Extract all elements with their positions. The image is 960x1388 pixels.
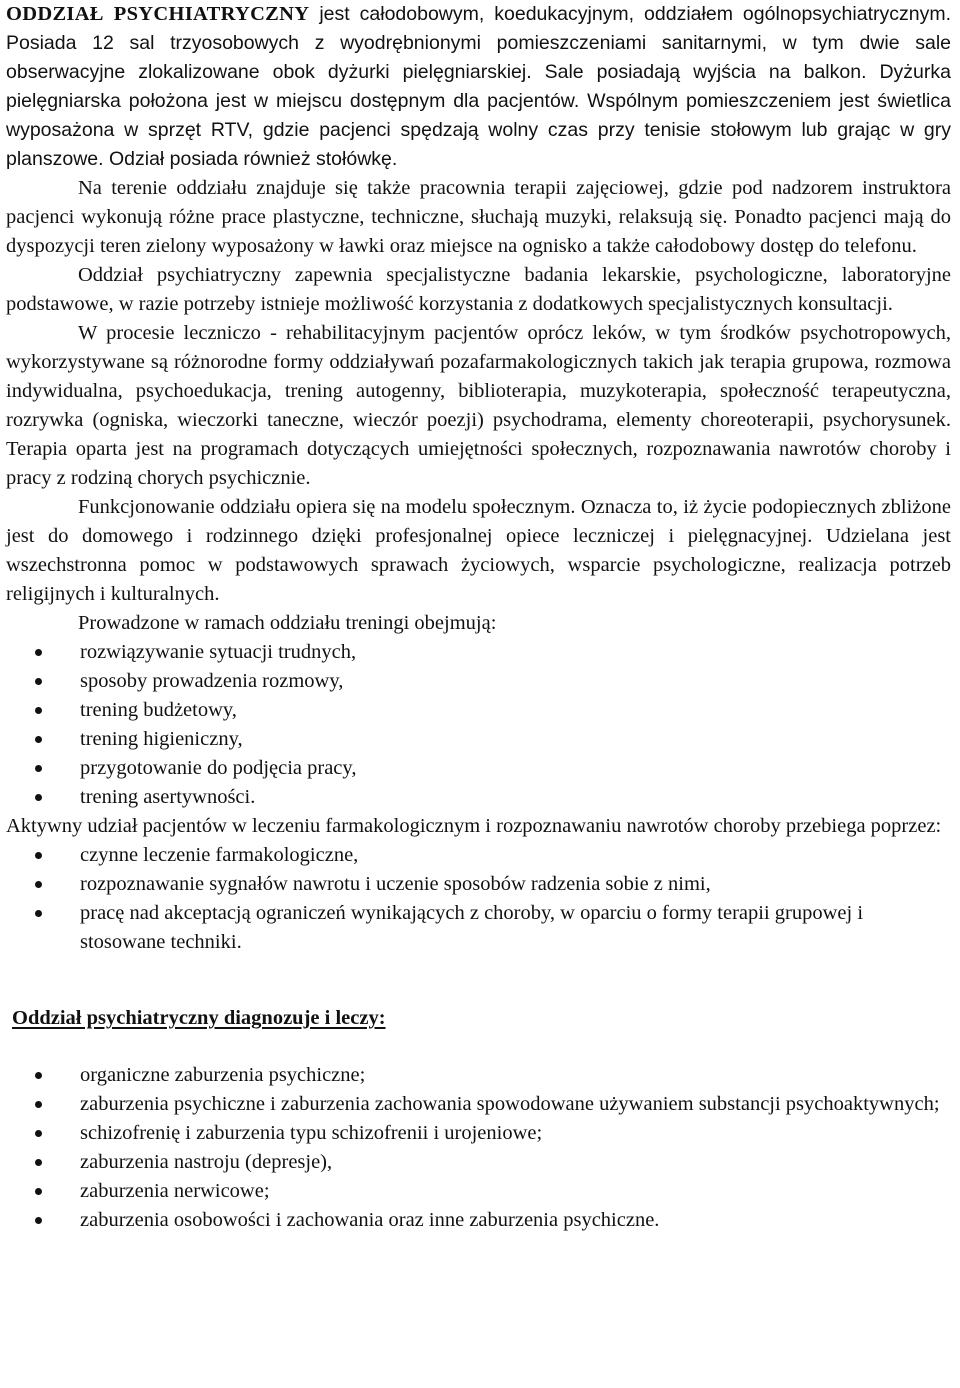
bullet-icon (35, 794, 42, 801)
list-item: schizofrenię i zaburzenia typu schizofrenii i urojeniowe; (6, 1119, 951, 1148)
therapy-programs-text: Terapia oparta jest na programach dotyczących umiejętności społecznych, rozpoznawania nawrotów choroby i pracy z rodziną chorych psychicznie. (6, 438, 951, 489)
bullet-icon (35, 765, 42, 772)
list-item: zaburzenia nerwicowe; (6, 1177, 951, 1206)
examinations-paragraph: Oddział psychiatryczny zapewnia specjalistyczne badania lekarskie, psychologiczne, laboratoryjne podstawowe, w razie potrzeby istnieje możliwość korzystania z dodatkowych specjalistycznych konsultacji. (6, 264, 951, 315)
bullet-icon (35, 1159, 42, 1166)
list-item: zaburzenia psychiczne i zaburzenia zachowania spowodowane używaniem substancji psychoaktywnych; (6, 1090, 951, 1119)
list-item: zaburzenia osobowości i zachowania oraz inne zaburzenia psychiczne. (6, 1206, 951, 1235)
bullet-icon (35, 1217, 42, 1224)
social-model-text-1: Funkcjonowanie oddziału opiera się na modelu społecznym. (78, 496, 581, 518)
bullet-icon (35, 736, 42, 743)
list-item: trening budżetowy, (6, 696, 951, 725)
list-item: zaburzenia nastroju (depresje), (6, 1148, 951, 1177)
list-item: przygotowanie do podjęcia pracy, (6, 754, 951, 783)
rehabilitation-paragraph (6, 319, 951, 493)
social-model-text-3: Udzielana jest wszechstronna pomoc w podstawowych sprawach życiowych, wsparcie psychologiczne, realizacja potrzeb religijnych i kulturalnych. (6, 525, 951, 605)
bullet-icon (35, 1130, 42, 1137)
intro-paragraph (6, 0, 951, 174)
department-name: ODDZIAŁ PSYCHIATRYCZNY (6, 3, 310, 25)
diagnoses-list (6, 1061, 951, 1235)
list-item: organiczne zaburzenia psychiczne; (6, 1061, 951, 1090)
bullet-icon (35, 1188, 42, 1195)
list-item: czynne leczenie farmakologiczne, (6, 841, 951, 870)
intro-sentence-1: jest całodobowym, koedukacyjnym, oddziałem ogólnopsychiatrycznym. Posiada 12 sal trzyosobowych z wyodrębnionymi pomieszczeniami sanitarnymi, w tym dwie sale obserwacyjne zlokalizowane obok dyżurki pielęgniarskiej. (6, 3, 952, 83)
diagnoses-heading: Oddział psychiatryczny diagnozuje i leczy: (12, 1007, 386, 1029)
occupational-therapy-text: Na terenie oddziału znajduje się także pracownia terapii zajęciowej, gdzie pod nadzorem instruktora pacjenci wykonują różne prace plastyczne, techniczne, słuchają muzyki, relaksują się. (6, 177, 951, 228)
trainings-list (6, 638, 951, 812)
active-participation-intro: Aktywny udział pacjentów w leczeniu farmakologicznym i rozpoznawaniu nawrotów choroby przebiega poprzez: (6, 815, 942, 837)
bullet-icon (35, 852, 42, 859)
bullet-icon (35, 1101, 42, 1108)
bullet-icon (35, 649, 42, 656)
social-model-paragraph (6, 493, 951, 609)
list-item: trening asertywności. (6, 783, 951, 812)
bullet-icon (35, 910, 42, 917)
bullet-icon (35, 707, 42, 714)
list-item: rozwiązywanie sytuacji trudnych, (6, 638, 951, 667)
list-item: sposoby prowadzenia rozmowy, (6, 667, 951, 696)
trainings-intro: Prowadzone w ramach oddziału treningi obejmują: (78, 612, 497, 634)
list-item: rozpoznawanie sygnałów nawrotu i uczenie sposobów radzenia sobie z nimi, (6, 870, 951, 899)
bullet-icon (35, 881, 42, 888)
active-participation-list (6, 841, 951, 957)
rehabilitation-text: W procesie leczniczo - rehabilitacyjnym pacjentów oprócz leków, w tym środków psychotropowych, wykorzystywane są różnorodne formy oddziaływań pozafarmakologicznych takich jak terapia grupowa, rozmowa indywidualna, psychoedukacja, trening autogenny, biblioterapia, muzykoterapia, społeczność terapeutyczna, rozrywka (ogniska, wieczorki taneczne, wieczór poezji) psychodrama, elementy choreoterapii, psychorysunek. (6, 322, 951, 431)
occupational-therapy-paragraph (6, 174, 951, 261)
bullet-icon (35, 678, 42, 685)
list-item: trening higieniczny, (6, 725, 951, 754)
bullet-icon (35, 1072, 42, 1079)
green-area-text: Ponadto pacjenci mają do dyspozycji teren zielony wyposażony w ławki oraz miejsce na ognisko a także całodobowy dostęp do telefonu. (6, 206, 951, 257)
social-model-text-2: Oznacza to, iż życie podopiecznych zbliżone jest do domowego i rodzinnego dzięki profesjonalnej opiece leczniczej i pielęgnacyjnej. (6, 496, 952, 547)
intro-sentence-2: Sale posiadają wyjścia na balkon. Dyżurka pielęgniarska położona jest w miejscu dostępnym dla pacjentów. Wspólnym pomieszczeniem jest świetlica wyposażona w sprzęt RTV, gdzie pacjenci spędzają wolny czas przy tenisie stołowym lub grając w gry planszowe. Odział posiada również stołówkę. (6, 61, 951, 170)
list-item: pracę nad akceptacją ograniczeń wynikających z choroby, w oparciu o formy terapii grupowej i stosowane techniki. (6, 899, 951, 957)
